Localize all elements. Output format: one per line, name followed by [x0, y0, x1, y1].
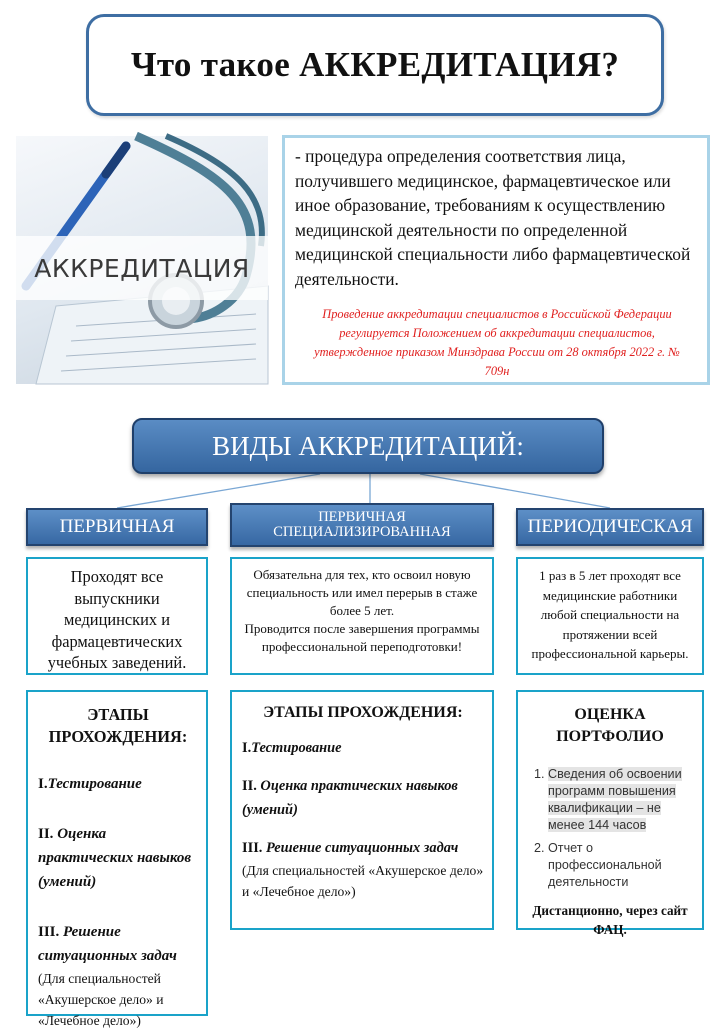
step-2: II. Оценка практических навыков (умений): [242, 778, 458, 818]
specialized-stages: [230, 690, 494, 930]
portfolio-list: [524, 766, 696, 891]
definition-box: [282, 135, 710, 385]
primary-stages: [26, 690, 208, 1028]
step-3-note: (Для специальностей «Акушерское дело» и «Лечебное дело»): [38, 971, 164, 1028]
step-1: I.Тестирование: [242, 740, 342, 756]
step-3: III. Решение ситуационных задач (Для специальностей «Акушерское дело» и «Лечебное дело»): [38, 920, 198, 1031]
stages-title: ЭТАПЫ ПРОХОЖДЕНИЯ:: [48, 705, 188, 746]
specialized-header: ПЕРВИЧНАЯ СПЕЦИАЛИЗИРОВАННАЯ: [230, 503, 494, 547]
hero-image: [16, 136, 268, 384]
portfolio-title: ОЦЕНКА ПОРТФОЛИО: [556, 706, 664, 745]
definition-text: - процедура определения соответствия лица, получившего медицинское, фармацевтическое или иное образование, требованиям к осуществлению медицинской деятельности по определенной медицинской специальности либо фармацевтической деятельности.: [295, 146, 691, 289]
list-item: 2. Отчет о профессиональной деятельности: [548, 840, 696, 891]
types-header: ВИДЫ АККРЕДИТАЦИЙ:: [132, 418, 604, 474]
title-box: [86, 14, 664, 116]
step-2: II. Оценка практических навыков (умений): [38, 826, 192, 890]
periodic-header: ПЕРИОДИЧЕСКАЯ: [516, 508, 704, 546]
hero-label: АККРЕДИТАЦИЯ: [16, 236, 268, 300]
stages-title: ЭТАПЫ ПРОХОЖДЕНИЯ:: [263, 704, 463, 721]
primary-header: ПЕРВИЧНАЯ: [26, 508, 208, 546]
page-title: Что такое АККРЕДИТАЦИЯ?: [130, 45, 620, 84]
regulation-note: Проведение аккредитации специалистов в Российской Федерации регулируется Положением об аккредитации специалистов, утвержденное приказом Минздрава России от 28 октября 2022 г. № 709н: [314, 306, 680, 378]
periodic-portfolio: [516, 690, 704, 937]
step-1: I.Тестирование: [38, 776, 142, 792]
list-item: 1. Сведения об освоении программ повышения квалификации – не менее 144 часов: [548, 766, 696, 834]
specialized-description: [230, 557, 494, 675]
periodic-description: 1 раз в 5 лет проходят все медицинские работники любой специальности на протяжении всей профессиональной карьеры.: [516, 557, 704, 675]
primary-description: Проходят все выпускники медицинских и фармацевтических учебных заведений.: [26, 557, 208, 675]
specialized-description-1: Обязательна для тех, кто освоил новую специальность или имел перерыв в стаже более 5 лет.: [246, 567, 478, 618]
step-3-note: (Для специальностей «Акушерское дело» и «Лечебное дело»): [242, 863, 484, 899]
specialized-description-2: Проводится после завершения программы профессиональной переподготовки!: [244, 621, 480, 654]
step-3: III. Решение ситуационных задач (Для специальностей «Акушерское дело» и «Лечебное дело»): [242, 836, 484, 902]
remote-note: Дистанционно, через сайт ФАЦ.: [532, 903, 688, 937]
